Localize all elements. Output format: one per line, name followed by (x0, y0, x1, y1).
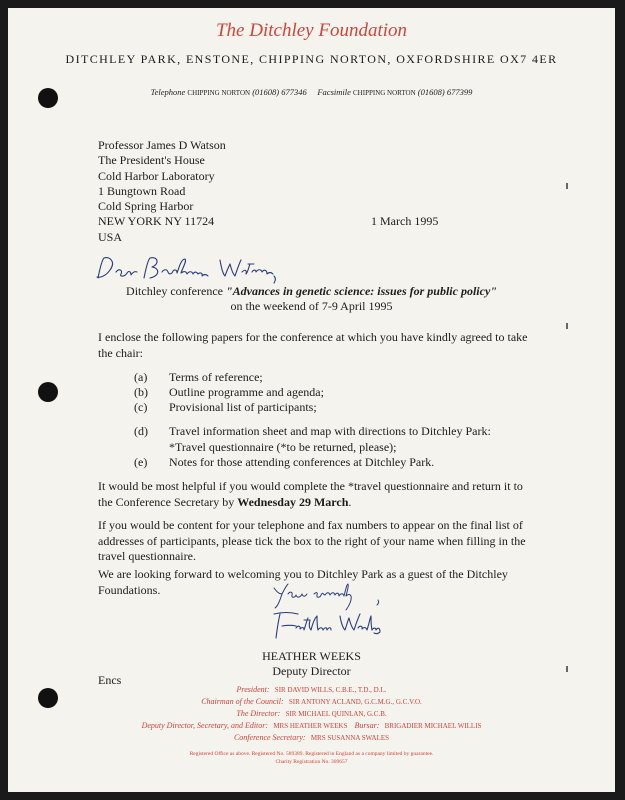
list-item: Travel information sheet and map with directions to Ditchley Park: *Travel questionnaire (*to be returned, please); (169, 424, 491, 454)
signature (270, 608, 390, 642)
officers-list: President: SIR DAVID WILLS, C.B.E., T.D., D.L. Chairman of the Council: SIR ANTONY ACLAND, G.C.M.G., G.C.V.O. The Director: SIR MICHAEL QUINLAN, G.C.B. Deputy Director, Secretary, and Editor: MRS HEATHER WEEKS Bursar: BRIGADIER MICHAEL WILLIS Conference Secretary: MRS SUSANNA SWALES (141, 685, 482, 742)
list-item: Outline programme and agenda; (169, 385, 324, 399)
recipient-address (98, 138, 226, 245)
list-item: Terms of reference; (169, 370, 263, 384)
letter-date: 1 March 1995 (371, 214, 439, 228)
list-item: Provisional list of participants; (169, 400, 317, 414)
punch-hole (38, 382, 58, 402)
list-item-letter: (e) (134, 455, 148, 469)
registration-footer: Registered Office as above. Registered No. 589389. Registered in England as a company limited by guarantee. Charity Registration No. 309657 (189, 751, 434, 765)
signatory-title: Deputy Director (272, 664, 351, 678)
list-item-letter: (d) (134, 424, 148, 438)
recipient-line: 1 Bungtown Road (98, 183, 186, 198)
conference-title: "Advances in genetic science: issues for public policy" (225, 284, 497, 298)
paragraph-intro: I enclose the following papers for the conference at which you have kindly agreed to take the chair: (98, 330, 528, 360)
subject-line: Ditchley conference "Advances in genetic science: issues for public policy" (126, 284, 497, 298)
letter-page (8, 8, 615, 792)
subject-dates: on the weekend of 7-9 April 1995 (230, 299, 393, 313)
paragraph-questionnaire: It would be most helpful if you would complete the *travel questionnaire and return it to the Conference Secretary by Wednesday 29 March. (98, 479, 523, 509)
list-item: Notes for those attending conferences at Ditchley Park. (169, 455, 435, 469)
recipient-line: The President's House (98, 153, 205, 168)
recipient-line: NEW YORK NY 11724 (98, 214, 215, 229)
scan-mark (566, 183, 568, 189)
list-item-letter: (b) (134, 385, 148, 399)
list-item-letter: (c) (134, 400, 148, 414)
enclosures-note: Encs (98, 673, 122, 687)
recipient-line: Professor James D Watson (98, 138, 226, 152)
paragraph-closing: We are looking forward to welcoming you to Ditchley Park as a guest of the Ditchley Foundations. (98, 567, 508, 597)
signatory-name: HEATHER WEEKS (262, 649, 361, 663)
paragraph-contact-details: If you would be content for your telephone and fax numbers to appear on the final list of addresses of participants, please tick the box to the right of your name when filling in the travel questionnaire. (98, 518, 526, 563)
contact-line: Telephone CHIPPING NORTON (01608) 677346 Facsimile CHIPPING NORTON (01608) 677399 (150, 87, 473, 97)
handwritten-salutation (92, 250, 282, 286)
list-item-letter: (a) (134, 370, 148, 384)
foundation-address: DITCHLEY PARK, ENSTONE, CHIPPING NORTON, OXFORDSHIRE OX7 4ER (65, 52, 558, 66)
scan-mark (566, 323, 568, 329)
foundation-title: The Ditchley Foundation (215, 20, 408, 41)
recipient-line: Cold Harbor Laboratory (98, 168, 215, 183)
recipient-line: USA (98, 229, 123, 244)
recipient-line: Cold Spring Harbor (98, 199, 194, 214)
